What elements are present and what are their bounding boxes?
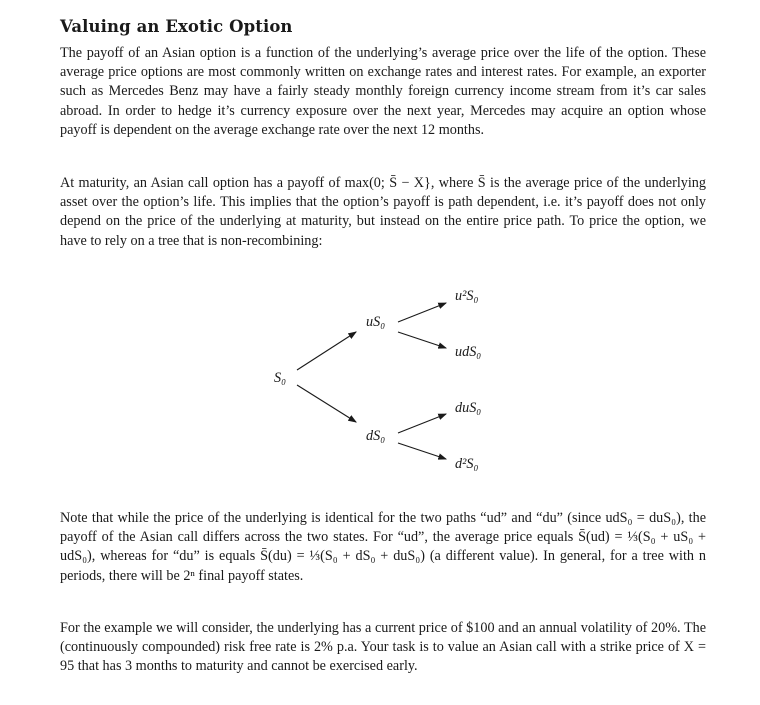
edge-root-up [297, 332, 356, 370]
node-down: dS₀ [366, 428, 386, 444]
node-up: uS₀ [366, 314, 386, 330]
paragraph-intro: The payoff of an Asian option is a function of the underlying’s average price over the life of the option. These average price options are most commonly written on exchange rates and interest rates. For example, an exporter such as Mercedes Benz may have a fairly steady monthly foreign currency income stream from it’s car sales abroad. In order to hedge it’s currency exposure over the next year, Mercedes may acquire an option whose payoff is dependent on the average exchange rate over the next 12 months. [60, 45, 706, 138]
edge-up-ud [398, 332, 446, 348]
section-heading: Valuing an Exotic Option [60, 17, 293, 36]
node-uu: u²S₀ [455, 288, 479, 304]
node-root: S₀ [274, 370, 287, 386]
node-du: duS₀ [455, 400, 482, 416]
paragraph-task: For the example we will consider, the underlying has a current price of $100 and an annual volatility of 20%. The (continuously compounded) risk free rate is 2% p.a. Your task is to value an Asian call with a strike price of X = 95 that has 3 months to maturity and cannot be exercised early. [60, 620, 706, 675]
edge-up-uu [398, 303, 446, 322]
edge-down-dd [398, 443, 446, 459]
node-dd: d²S₀ [455, 456, 479, 472]
paragraph-path-dependence: Note that while the price of the underlying is identical for the two paths “ud” and “du” (since udS₀ = duS₀), the payoff of the Asian call differs across the two states. For “ud”, the average price equals S̄(ud) = ⅓(S₀ + uS₀ + udS₀), whereas for “du” is equals S̄(du) = ⅓(S₀ + dS₀ + duS₀) (a different value). In general, for a tree with n periods, there will be 2ⁿ final payoff states. [60, 510, 706, 584]
edge-down-du [398, 414, 446, 433]
edge-root-down [297, 385, 356, 422]
paragraph-payoff: At maturity, an Asian call option has a payoff of max(0; S̄ − X}, where S̄ is the average price of the underlying asset over the option’s life. This implies that the option’s payoff is path dependent, i.e. it’s payoff does not only depend on the price of the underlying at maturity, but instead on the entire price path. To price the option, we have to rely on a tree that is non-recombining: [60, 175, 706, 249]
node-ud: udS₀ [455, 344, 482, 360]
